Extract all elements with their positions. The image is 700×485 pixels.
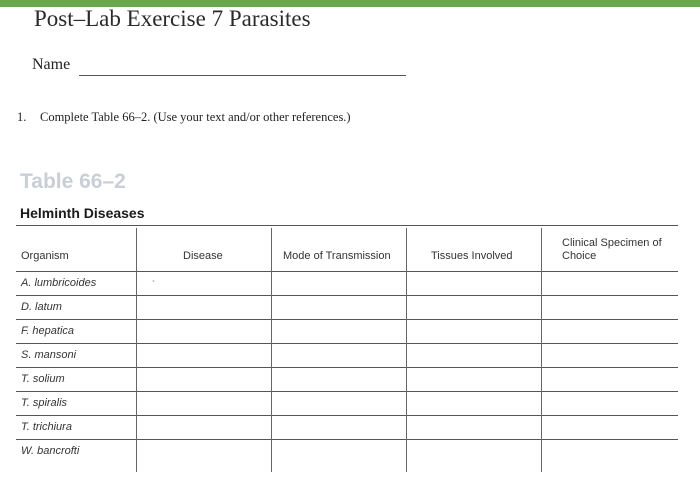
- header-organism: Organism: [21, 250, 69, 262]
- question-1: [17, 110, 351, 125]
- page-title: Post–Lab Exercise 7 Parasites: [34, 6, 311, 31]
- header-mode-of-transmission: Mode of Transmission: [283, 250, 391, 262]
- header-tissues-involved: Tissues Involved: [431, 250, 513, 262]
- row-rule: [16, 343, 678, 344]
- column-divider: [541, 228, 542, 472]
- name-field-line[interactable]: [79, 75, 406, 76]
- stray-mark: `: [152, 279, 155, 289]
- table-top-rule: [16, 225, 678, 226]
- header-clinical-specimen: Clinical Specimen of Choice: [562, 237, 662, 262]
- column-divider: [136, 228, 137, 472]
- row-rule: [16, 367, 678, 368]
- question-text: Complete Table 66–2. (Use your text and/or other references.): [40, 110, 351, 124]
- row-rule: [16, 439, 678, 440]
- name-label: Name: [32, 56, 71, 73]
- organism-cell: T. trichiura: [21, 421, 72, 433]
- row-rule: [16, 319, 678, 320]
- question-number: 1.: [17, 110, 27, 124]
- table-label: Table 66–2: [20, 170, 126, 193]
- organism-cell: T. solium: [21, 373, 65, 385]
- organism-cell: T. spiralis: [21, 397, 68, 409]
- column-divider: [406, 228, 407, 472]
- organism-cell: A. lumbricoides: [21, 277, 97, 289]
- organism-cell: D. latum: [21, 301, 62, 313]
- column-divider: [271, 228, 272, 472]
- header-bottom-rule: [16, 271, 678, 272]
- organism-cell: S. mansoni: [21, 349, 77, 361]
- table-title: Helminth Diseases: [20, 205, 145, 221]
- organism-cell: F. hepatica: [21, 325, 75, 337]
- row-rule: [16, 295, 678, 296]
- row-rule: [16, 415, 678, 416]
- organism-cell: W. bancrofti: [21, 445, 80, 457]
- header-disease: Disease: [183, 250, 223, 262]
- row-rule: [16, 391, 678, 392]
